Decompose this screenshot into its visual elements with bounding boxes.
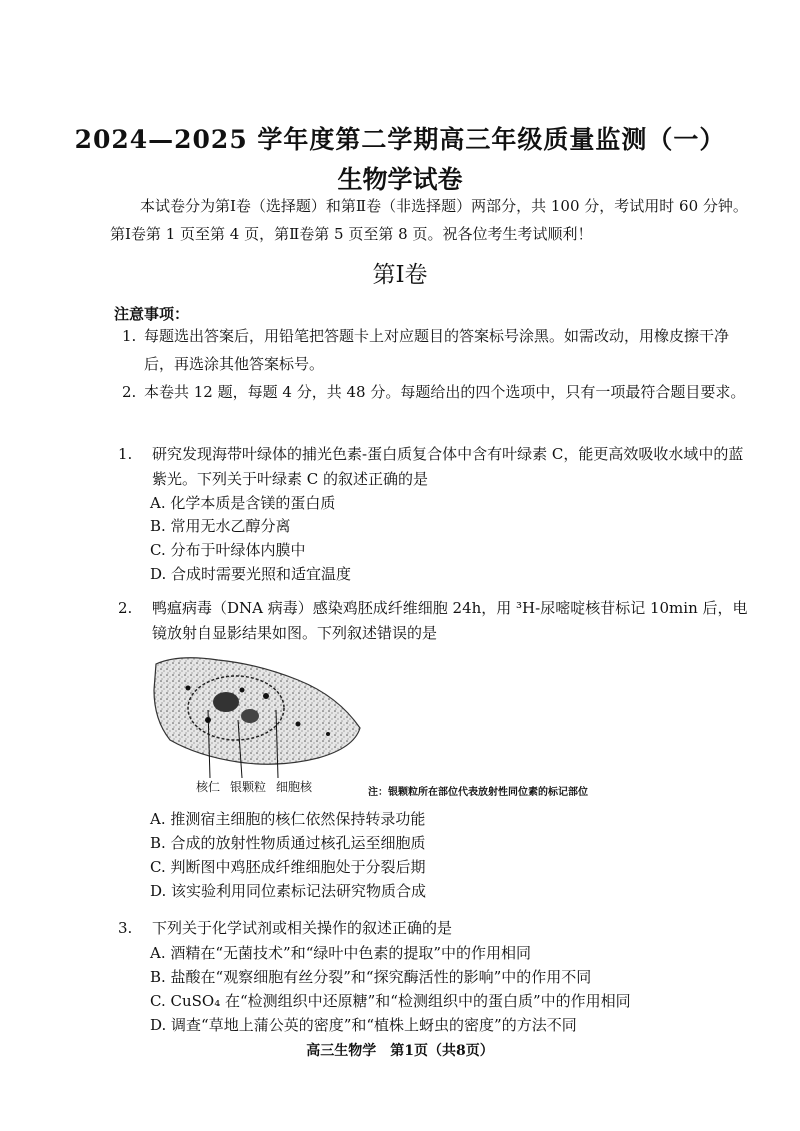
figure-label-nucleus: 细胞核 <box>276 780 313 794</box>
page-footer: 高三生物学 第1页（共8页） <box>306 1043 494 1059</box>
q1-option-a: A. 化学本质是含镁的蛋白质 <box>150 494 336 512</box>
q3-option-a: A. 酒精在“无菌技术”和“绿叶中色素的提取”中的作用相同 <box>150 944 532 962</box>
nucleolus <box>241 709 259 723</box>
question-stem: 鸭瘟病毒（DNA 病毒）感染鸡胚成纤维细胞 24h，用 ³H-尿嘧啶核苷标记 10min 后，电镜放射自显影结果如图。下列叙述错误的是 <box>152 599 748 642</box>
question-3 <box>118 916 758 941</box>
question-1 <box>118 442 758 492</box>
silver-grain <box>263 693 269 699</box>
exam-title: 2024—2025 学年度第二学期高三年级质量监测（一） <box>74 125 726 154</box>
exam-intro: 本试卷分为第Ⅰ卷（选择题）和第Ⅱ卷（非选择题）两部分，共 100 分，考试用时 60 分钟。第Ⅰ卷第 1 页至第 4 页，第Ⅱ卷第 5 页至第 8 页。祝各位考生考试顺利！ <box>110 197 748 243</box>
q2-option-c: C. 判断图中鸡胚成纤维细胞处于分裂后期 <box>150 858 426 876</box>
q3-option-c: C. CuSO₄ 在“检测组织中还原糖”和“检测组织中的蛋白质”中的作用相同 <box>150 992 631 1010</box>
cell-outline <box>154 658 360 765</box>
figure-label-nucleolus: 核仁 <box>196 780 221 794</box>
q3-option-b: B. 盐酸在“观察细胞有丝分裂”和“探究酶活性的影响”中的作用不同 <box>150 968 592 986</box>
silver-grain <box>186 686 191 691</box>
q3-option-d: D. 调查“草地上蒲公英的密度”和“植株上蚜虫的密度”的方法不同 <box>150 1016 577 1034</box>
q1-option-d: D. 合成时需要光照和适宜温度 <box>150 565 352 583</box>
autoradiograph-figure <box>148 650 368 795</box>
part-title: 第Ⅰ卷 <box>372 262 428 288</box>
q2-option-b: B. 合成的放射性物质通过核孔运至细胞质 <box>150 834 426 852</box>
note-number: 1. <box>122 327 137 345</box>
q2-option-a: A. 推测宿主细胞的核仁依然保持转录功能 <box>150 810 426 828</box>
q2-option-d: D. 该实验利用同位素标记法研究物质合成 <box>150 882 427 900</box>
notes-heading: 注意事项： <box>114 305 190 323</box>
note-text: 每题选出答案后，用铅笔把答题卡上对应题目的答案标号涂黑。如需改动，用橡皮擦干净后，再选涂其他答案标号。 <box>144 327 730 373</box>
question-2 <box>118 596 758 646</box>
question-number: 1. <box>118 445 133 463</box>
exam-subtitle: 生物学试卷 <box>337 165 463 194</box>
figure-label-silver-grain: 银颗粒 <box>230 780 267 794</box>
nucleolus <box>213 692 239 712</box>
question-stem: 研究发现海带叶绿体的捕光色素-蛋白质复合体中含有叶绿素 C，能更高效吸收水域中的蓝紫光。下列关于叶绿素 C 的叙述正确的是 <box>152 445 744 488</box>
note-number: 2. <box>122 383 137 401</box>
silver-grain <box>326 732 330 736</box>
question-number: 2. <box>118 599 133 617</box>
question-stem: 下列关于化学试剂或相关操作的叙述正确的是 <box>152 919 453 937</box>
q1-option-b: B. 常用无水乙醇分离 <box>150 517 291 535</box>
note-item-1 <box>122 322 752 378</box>
silver-grain <box>240 688 245 693</box>
note-item-2 <box>122 378 752 406</box>
question-number: 3. <box>118 919 133 937</box>
figure-note: 注：银颗粒所在部位代表放射性同位素的标记部位 <box>368 787 588 798</box>
silver-grain <box>296 722 301 727</box>
q1-option-c: C. 分布于叶绿体内膜中 <box>150 541 306 559</box>
note-text: 本卷共 12 题，每题 4 分，共 48 分。每题给出的四个选项中，只有一项最符合题目要求。 <box>144 383 746 401</box>
